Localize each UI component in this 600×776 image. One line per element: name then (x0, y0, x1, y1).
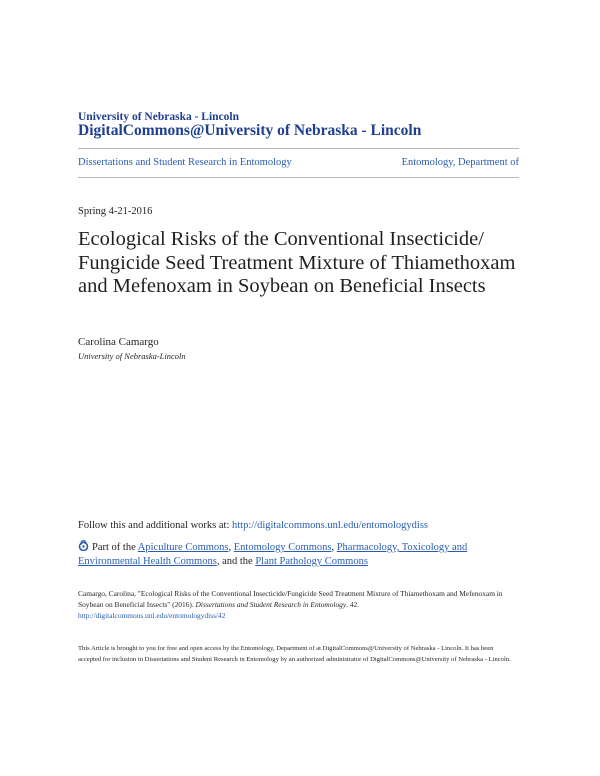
author-name: Carolina Camargo (78, 336, 159, 348)
institution-link[interactable]: University of Nebraska - Lincoln (78, 111, 239, 123)
entomology-commons-link[interactable]: Entomology Commons (233, 542, 332, 553)
divider-top (78, 148, 519, 149)
open-access-icon (78, 540, 89, 551)
plant-pathology-commons-link[interactable]: Plant Pathology Commons (255, 556, 368, 567)
follow-label: Follow this and additional works at: (78, 520, 230, 531)
department-link[interactable]: Entomology, Department of (401, 157, 519, 168)
separator: , and the (216, 556, 256, 567)
access-notice: This Article is brought to you for free and open access by the Entomology, Department of at DigitalCommons@University of Nebraska - Lincoln. It has been accepted for inclusion in Dissertations and Student Research in Entomology by an authorized administrator of DigitalCommons@University of Nebraska - Lincoln. (78, 645, 511, 663)
citation-series: Dissertations and Student Research in Entomology (195, 600, 347, 609)
repository-link[interactable]: DigitalCommons@University of Nebraska - Lincoln (78, 122, 422, 139)
divider-bottom (78, 177, 519, 178)
article-title: Ecological Risks of the Conventional Insecticide/ Fungicide Seed Treatment Mixture of Thiamethoxam and Mefenoxam in Soybean on Beneficial Insects (78, 228, 516, 297)
citation-block (78, 588, 518, 621)
series-link[interactable]: Dissertations and Student Research in Entomology (78, 157, 292, 168)
separator: , (331, 542, 337, 553)
separator: , (228, 542, 234, 553)
pharmacology-commons-link[interactable]: Pharmacology, Toxicology and Environmental Health Commons (78, 542, 468, 567)
author-affiliation: University of Nebraska-Lincoln (78, 351, 186, 361)
publication-date: Spring 4-21-2016 (78, 206, 153, 217)
follow-line (78, 520, 428, 531)
citation-text: Camargo, Carolina, "Ecological Risks of the Conventional Insecticide/Fungicide Seed Treatment Mixture of Thiamethoxam and Mefenoxam in Soybean on Beneficial Insects" (2016). (78, 589, 503, 609)
part-of-prefix: Part of the (92, 542, 136, 553)
apiculture-commons-link[interactable]: Apiculture Commons (137, 542, 229, 553)
citation-url-link[interactable]: http://digitalcommons.unl.edu/entomologydiss/42 (78, 611, 226, 620)
part-of-line (78, 540, 518, 569)
citation-number: . 42. (346, 600, 360, 609)
collection-url-link[interactable]: http://digitalcommons.unl.edu/entomologydiss (232, 520, 428, 531)
